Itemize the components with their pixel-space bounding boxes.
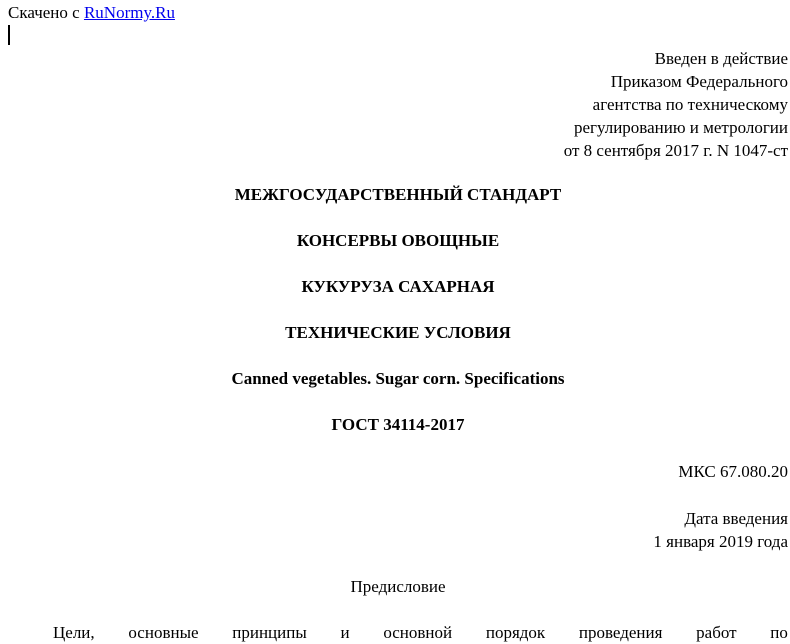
effective-date-label: Дата введения bbox=[684, 509, 788, 528]
effective-date-value: 1 января 2019 года bbox=[653, 532, 788, 551]
paragraph-word: работ bbox=[696, 623, 737, 642]
effective-date-block bbox=[653, 507, 788, 553]
paragraph-word: основной bbox=[383, 623, 453, 642]
paragraph-word: Цели, bbox=[53, 623, 95, 642]
source-line bbox=[8, 3, 175, 23]
source-link[interactable]: RuNormy.Ru bbox=[83, 3, 175, 22]
enactment-line: регулированию и метрологии bbox=[573, 118, 788, 137]
enactment-line: от 8 сентября 2017 г. N 1047-ст bbox=[563, 141, 788, 160]
paragraph-word: основные bbox=[128, 623, 199, 642]
doc-type-title: ТЕХНИЧЕСКИЕ УСЛОВИЯ bbox=[285, 323, 511, 342]
paragraph-word: порядок bbox=[485, 623, 546, 642]
english-title: Canned vegetables. Sugar corn. Specifications bbox=[231, 369, 565, 388]
enactment-line: Введен в действие bbox=[654, 49, 788, 68]
group-title: КОНСЕРВЫ ОВОЩНЫЕ bbox=[296, 231, 500, 250]
paragraph-word: проведения bbox=[578, 623, 663, 642]
paragraph-word: по bbox=[770, 623, 788, 642]
enactment-line: Приказом Федерального bbox=[610, 72, 788, 91]
enactment-block bbox=[564, 47, 788, 162]
section-heading: Предисловие bbox=[350, 577, 446, 596]
product-title: КУКУРУЗА САХАРНАЯ bbox=[301, 277, 495, 296]
paragraph-word: и bbox=[340, 623, 350, 642]
text-cursor bbox=[8, 25, 10, 45]
standard-type-title: МЕЖГОСУДАРСТВЕННЫЙ СТАНДАРТ bbox=[234, 185, 562, 204]
source-prefix: Скачено с bbox=[8, 3, 80, 22]
paragraph-first-line bbox=[53, 622, 788, 644]
gost-number: ГОСТ 34114-2017 bbox=[331, 415, 465, 434]
paragraph-word: принципы bbox=[232, 623, 307, 642]
enactment-line: агентства по техническому bbox=[592, 95, 788, 114]
mks-code: МКС 67.080.20 bbox=[678, 462, 788, 481]
